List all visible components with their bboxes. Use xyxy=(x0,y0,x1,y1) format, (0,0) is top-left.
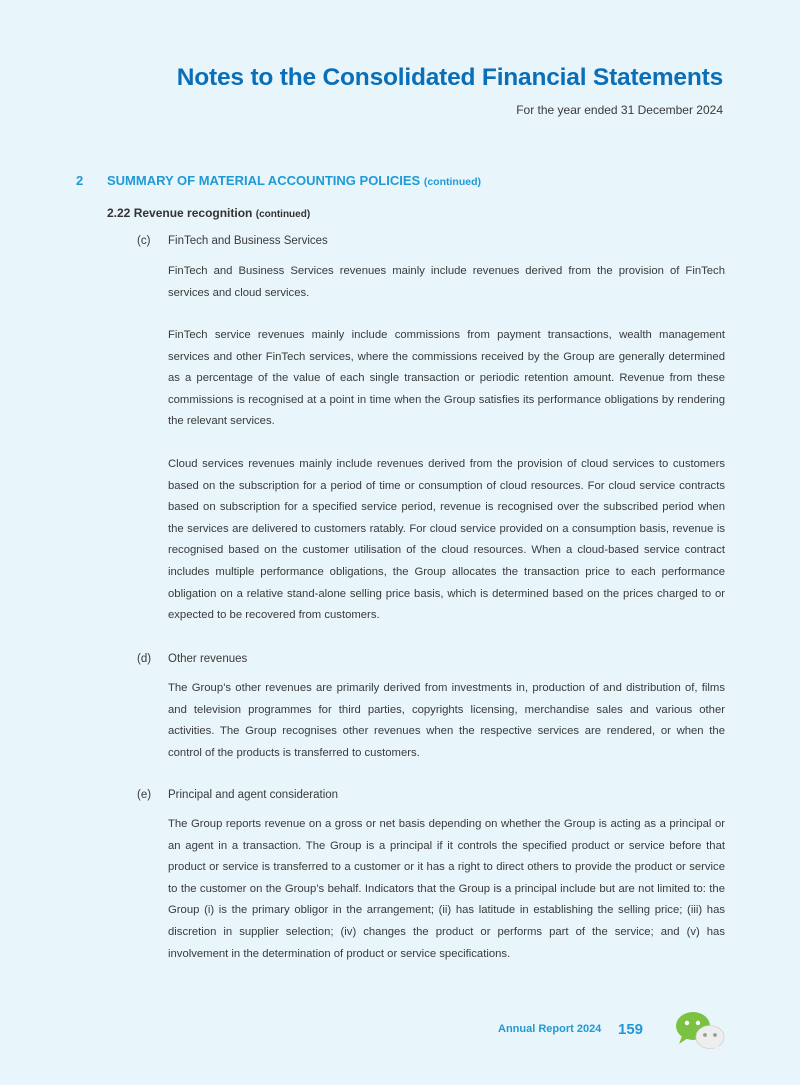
paragraph: FinTech and Business Services revenues mainly include revenues derived from the provision of FinTech services and cloud services. xyxy=(168,265,725,299)
page-title: Notes to the Consolidated Financial Statements xyxy=(176,64,723,91)
section-number: 2 xyxy=(76,173,84,188)
section-title-text: SUMMARY OF MATERIAL ACCOUNTING POLICIES xyxy=(107,173,421,188)
paragraph: FinTech service revenues mainly include commissions from payment transactions, wealth management services and other FinTech services, where the commissions received by the Group are generally determined as a percentage of the value of each single transaction or periodic retention amount. Revenue from these commissions is recognised at a point in time when the Group satisfies its performance obligations by rendering the relevant services. xyxy=(168,329,725,428)
item-label-e: (e) xyxy=(137,789,152,801)
subsection-title-suffix: (continued) xyxy=(255,209,311,220)
subsection-title-text: 2.22 Revenue recognition xyxy=(107,206,253,220)
page-number: 159 xyxy=(618,1021,644,1038)
subsection-title xyxy=(107,206,310,220)
paragraph: Cloud services revenues mainly include revenues derived from the provision of cloud services to customers based on the subscription for a period of time or consumption of cloud resources. For cloud service contracts based on subscription for a specified service period, revenue is recognised over the subscribed period when the services are delivered to customers ratably. For cloud service provided on a consumption basis, revenue is recognised based on the customer utilisation of the cloud resources. When a cloud-based service contract includes multiple performance obligations, the Group allocates the transaction price to each performance obligation on a relative stand-alone selling price basis, which is determined based on the prices charged to or expected to be recovered from customers. xyxy=(168,458,725,622)
paragraph: The Group’s other revenues are primarily derived from investments in, production of and distribution of, films and television programmes for third parties, copyrights licensing, merchandise sales and various other activities. The Group recognises other revenues when the respective services are rendered, or when the control of the products is transferred to customers. xyxy=(168,682,725,759)
item-heading-e: Principal and agent consideration xyxy=(168,789,339,801)
paragraph: The Group reports revenue on a gross or net basis depending on whether the Group is acting as a principal or an agent in a transaction. The Group is a principal if it controls the specified product or service before that product or service is transferred to a customer or it has a right to direct others to provide the product or service to the customer on the Group’s behalf. Indicators that the Group is a principal include but are not limited to: the Group (i) is the primary obligor in the arrangement; (ii) has latitude in establishing the selling price; (iii) has discretion in supplier selection; (iv) changes the product or performs part of the service; and (v) has involvement in the determination of product or service specifications. xyxy=(168,818,725,960)
section-title xyxy=(107,173,481,188)
footer-report-label: Annual Report 2024 xyxy=(498,1023,602,1035)
section-title-suffix: (continued) xyxy=(423,176,481,188)
item-heading-d: Other revenues xyxy=(168,653,248,665)
page-subtitle: For the year ended 31 December 2024 xyxy=(516,103,723,117)
item-label-d: (d) xyxy=(137,653,152,665)
item-label-c: (c) xyxy=(137,235,151,247)
wechat-logo-icon xyxy=(674,1009,726,1053)
item-heading-c: FinTech and Business Services xyxy=(168,235,328,247)
